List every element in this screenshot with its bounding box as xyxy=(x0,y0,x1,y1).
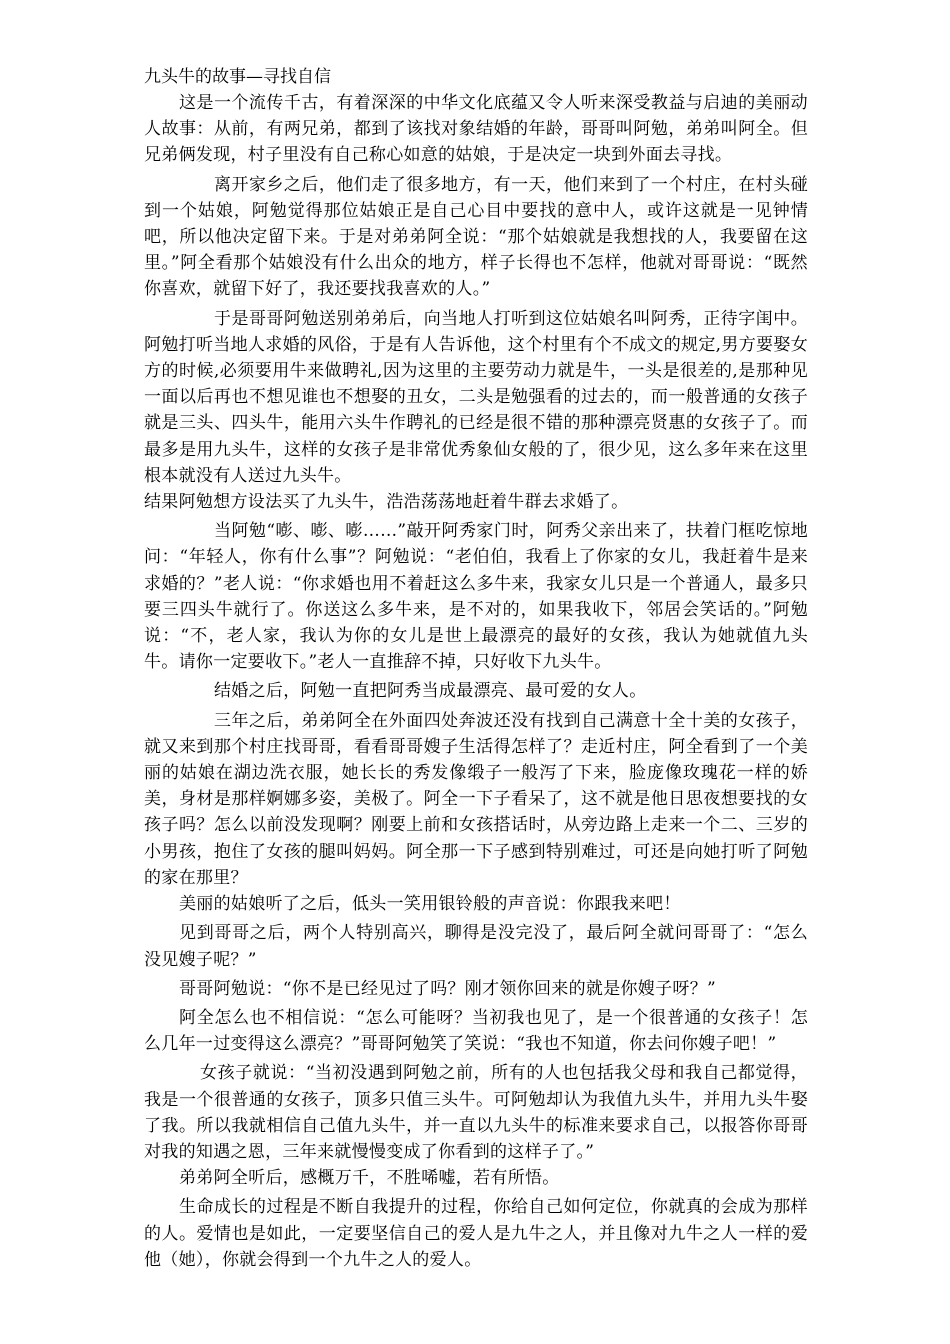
paragraph-custom: 于是哥哥阿勉送别弟弟后，向当地人打听到这位姑娘名叫阿秀，正待字闺中。阿勉打听当地人求婚的风俗，于是有人告诉他，这个村里有个不成文的规定,男方要娶女方的时候,必须要用牛来做聘礼,因为这里的主要劳动力就是牛，一头是很差的,是那种见一面以后再也不想见谁也不想娶的丑女，二头是勉强看的过去的，而一般普通的女孩子就是三头、四头牛，能用六头牛作聘礼的已经是很不错的那种漂亮贤惠的女孩子了。而最多是用九头牛，这样的女孩子是非常优秀象仙女般的了，很少见，这么多年来在这里根本就没有人送过九头牛。 xyxy=(144,308,808,486)
paragraph-proposal: 当阿勉“嘭、嘭、嘭……”敲开阿秀家门时，阿秀父亲出来了，扶着门框吃惊地问：“年轻人，你有什么事”？阿勉说：“老伯伯，我看上了你家的女儿，我赶着牛是来求婚的？”老人说：“你求婚也用不着赶这么多牛来，我家女儿只是一个普通人，最多只要三四头牛就行了。你送这么多牛来，是不对的，如果我收下，邻居会笑话的。”阿勉说：“不，老人家，我认为你的女儿是世上最漂亮的最好的女孩，我认为她就值九头牛。请你一定要收下。”老人一直推辞不掉，只好收下九头牛。 xyxy=(144,521,808,673)
paragraph-three-years: 三年之后，弟弟阿全在外面四处奔波还没有找到自己满意十全十美的女孩子，就又来到那个村庄找哥哥，看看哥哥嫂子生活得怎样了？走近村庄，阿全看到了一个美丽的姑娘在湖边洗衣服，她长长的秀发像缎子一般泻了下来，脸庞像玫瑰花一样的娇美，身材是那样婀娜多姿，美极了。阿全一下子看呆了，这不就是他日思夜想要找的女孩子吗？怎么以前没发现啊？刚要上前和女孩搭话时，从旁边路上走来一个二、三岁的小男孩，抱住了女孩的腿叫妈妈。阿全那一下子感到特别难过，可还是向她打听了阿勉的家在那里？ xyxy=(144,710,808,888)
paragraph-nine-cows: 结果阿勉想方设法买了九头牛，浩浩荡荡地赶着牛群去求婚了。 xyxy=(144,492,629,513)
paragraph-disbelief: 阿全怎么也不相信说：“怎么可能呀？当初我也见了，是一个很普通的女孩子！怎么几年一过变得这么漂亮？”哥哥阿勉笑了笑说：“我也不知道，你去问你嫂子吧！” xyxy=(144,1007,808,1055)
paragraph-marriage: 结婚之后，阿勉一直把阿秀当成最漂亮、最可爱的女人。 xyxy=(214,681,647,702)
paragraph-brother-answer: 哥哥阿勉说：“你不是已经见过了吗？刚才领你回来的就是你嫂子呀？” xyxy=(179,978,716,999)
paragraph-leaving-home: 离开家乡之后，他们走了很多地方，有一天，他们来到了一个村庄，在村头碰到一个姑娘，阿勉觉得那位姑娘正是自己心目中要找的意中人，或许这就是一见钟情吧，所以他决定留下来。于是对弟弟阿全说：“那个姑娘就是我想找的人，我要留在这里。”阿全看那个姑娘没有什么出众的地方，样子长得也不怎样，他就对哥哥说：“既然你喜欢，就留下好了，我还要找我喜欢的人。” xyxy=(144,174,808,300)
paragraph-realization: 弟弟阿全听后，感概万千，不胜唏嘘，若有所悟。 xyxy=(179,1168,560,1189)
paragraph-intro: 这是一个流传千古，有着深深的中华文化底蕴又令人听来深受教益与启迪的美丽动人故事：从前，有两兄弟，都到了该找对象结婚的年龄，哥哥叫阿勉，弟弟叫阿全。但兄弟俩发现，村子里没有自己称心如意的姑娘，于是决定一块到外面去寻找。 xyxy=(144,93,808,166)
document-title: 九头牛的故事—寻找自信 xyxy=(144,67,331,87)
paragraph-brothers-meet: 见到哥哥之后，两个人特别高兴，聊得是没完没了，最后阿全就问哥哥了：“怎么没见嫂子呢？” xyxy=(144,923,808,970)
document-page xyxy=(144,64,808,1273)
paragraph-girl-reply: 美丽的姑娘听了之后，低头一笑用银铃般的声音说：你跟我来吧！ xyxy=(179,894,681,915)
paragraph-moral: 生命成长的过程是不断自我提升的过程，你给自己如何定位，你就真的会成为那样的人。爱情也是如此，一定要坚信自己的爱人是九牛之人，并且像对九牛之人一样的爱他（她），你就会得到一个九牛之人的爱人。 xyxy=(144,1197,808,1270)
paragraph-wife-explains: 女孩子就说：“当初没遇到阿勉之前，所有的人也包括我父母和我自己都觉得，我是一个很普通的女孩子，顶多只值三头牛。可阿勉却认为我值九头牛，并用九头牛娶了我。所以我就相信自己值九头牛，并一直以九头牛的标准来要求自己，以报答你哥哥对我的知遇之恩，三年来就慢慢变成了你看到的这样子了。” xyxy=(144,1063,808,1162)
